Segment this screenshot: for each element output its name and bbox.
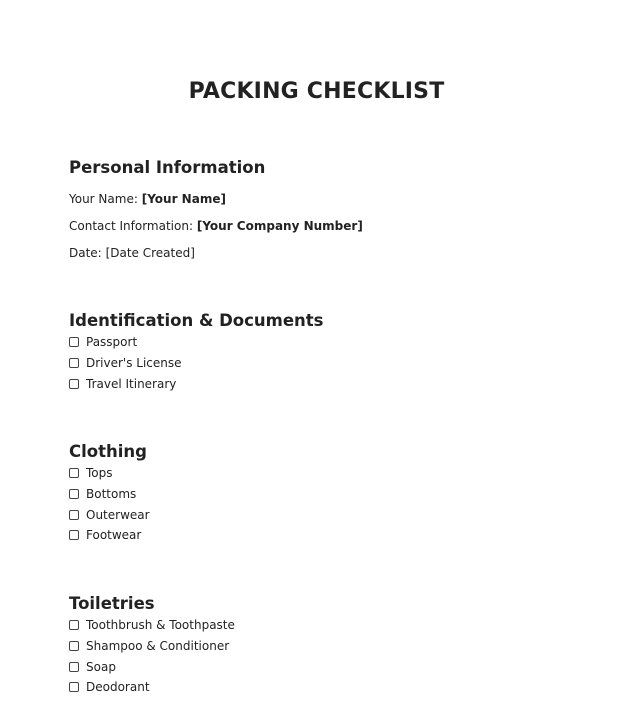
checklist-item xyxy=(69,484,150,505)
checklist-item-label: Footwear xyxy=(86,528,142,543)
checklist-item-label: Outerwear xyxy=(86,507,150,522)
checkbox[interactable] xyxy=(69,379,79,389)
checklist-item xyxy=(69,373,182,394)
identification-heading: Identification & Documents xyxy=(69,311,324,330)
checkbox[interactable] xyxy=(69,682,79,692)
checkbox[interactable] xyxy=(69,337,79,347)
toiletries-heading: Toiletries xyxy=(69,594,155,613)
contact-value: [Your Company Number] xyxy=(196,219,363,233)
checklist-item xyxy=(69,332,182,353)
checklist-item-label: Travel Itinerary xyxy=(86,376,177,391)
clothing-checklist xyxy=(69,463,150,546)
page-title: PACKING CHECKLIST xyxy=(188,79,445,104)
name-value: [Your Name] xyxy=(141,192,226,206)
checklist-item-label: Soap xyxy=(86,659,116,674)
personal-info-heading: Personal Information xyxy=(69,158,266,177)
checkbox[interactable] xyxy=(69,489,79,499)
checkbox[interactable] xyxy=(69,662,79,672)
checklist-item xyxy=(69,525,150,546)
date-label: Date: xyxy=(69,246,102,260)
toiletries-checklist xyxy=(69,615,235,698)
checklist-item xyxy=(69,463,150,484)
checklist-item xyxy=(69,656,235,677)
checklist-item xyxy=(69,636,235,657)
contact-line xyxy=(69,218,363,234)
checkbox[interactable] xyxy=(69,358,79,368)
date-value: [Date Created] xyxy=(105,246,195,260)
checklist-item xyxy=(69,677,235,698)
checklist-item-label: Passport xyxy=(86,335,138,350)
checkbox[interactable] xyxy=(69,530,79,540)
clothing-heading: Clothing xyxy=(69,442,147,461)
checklist-item-label: Driver's License xyxy=(86,356,182,371)
checklist-item xyxy=(69,353,182,374)
checklist-item xyxy=(69,504,150,525)
checklist-item-label: Shampoo & Conditioner xyxy=(86,639,230,654)
contact-label: Contact Information: xyxy=(69,219,194,233)
checkbox[interactable] xyxy=(69,510,79,520)
checklist-item-label: Tops xyxy=(86,466,113,481)
checkbox[interactable] xyxy=(69,468,79,478)
checklist-item-label: Deodorant xyxy=(86,680,150,695)
identification-checklist xyxy=(69,332,182,394)
checklist-item-label: Bottoms xyxy=(86,487,137,502)
checkbox[interactable] xyxy=(69,620,79,630)
checkbox[interactable] xyxy=(69,641,79,651)
name-line xyxy=(69,191,226,207)
checklist-item-label: Toothbrush & Toothpaste xyxy=(86,618,235,633)
checklist-item xyxy=(69,615,235,636)
name-label: Your Name: xyxy=(69,192,138,206)
date-line xyxy=(69,245,195,261)
